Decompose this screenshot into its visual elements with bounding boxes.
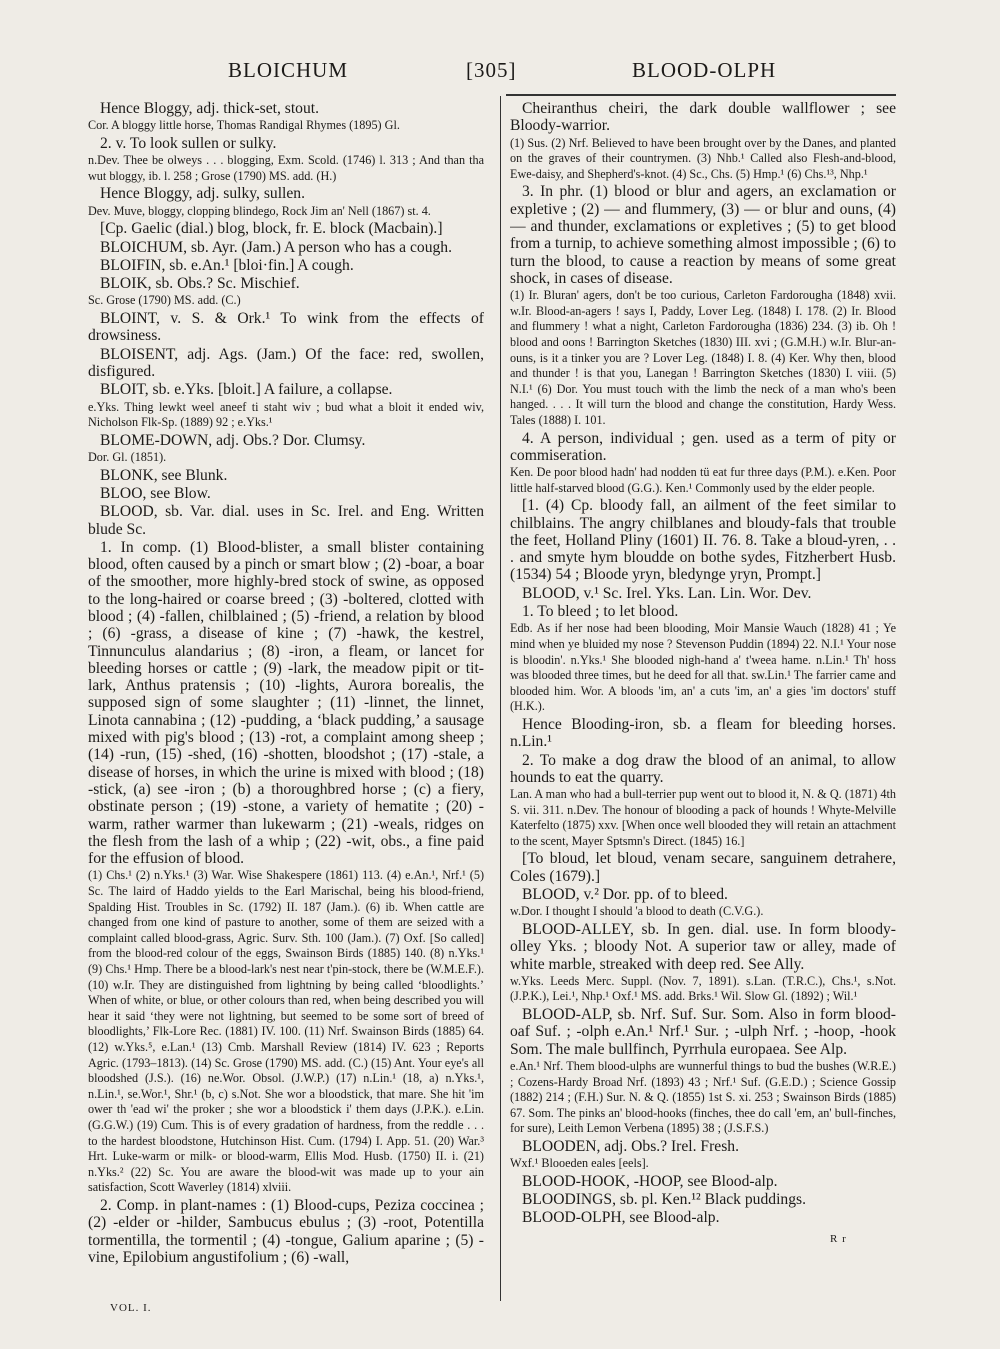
dictionary-entry: w.Dor. I thought I should 'a blood to death (C.V.G.). (510, 904, 764, 919)
dictionary-entry: BLOIFIN, sb. e.An.¹ [bloi·fin.] A cough. (100, 256, 354, 274)
dictionary-entry: Cor. A bloggy little horse, Thomas Randigal Rhymes (1895) Gl. (88, 118, 400, 133)
dictionary-entry: BLOINT, v. S. & Ork.¹ To wink from the effects of drowsiness. (88, 310, 484, 345)
page-number: [305] (466, 58, 517, 82)
dictionary-entry: 1. In comp. (1) Blood-blister, a small blister containing blood, often caused by a pinch or smart blow ; (2) -boar, a boar of the smoother, more highly-bred stock of swine, as opposed to the long-haired or coarse breed ; (3) -boltered, clotted with blood ; (4) -fallen, chilblained ; (5) -friend, a relation by blood ; (6) -grass, a disease of kine ; (7) -hawk, the kestrel, Tinnunculus alandarius ; (8) -iron, a fleam, or lancet for bleeding horses or cattle ; (9) -lark, the meadow pipit or tit-lark, Anthus pratensis ; (10) -lights, Aurora borealis, the supposed sign of some slaughter ; (11) -linnet, the linnet, Linota cannabina ; (12) -pudding, a ‘black pudding,’ a sausage mixed with pig's blood ; (13) -rot, a complaint among sheep ; (14) -run, (15) -shed, (16) -shotten, bloodshot ; (17) -stale, a disease of horses, in which the urine is mixed with blood ; (18) -stick, (a) see -iron ; (b) a thoroughbred horse ; (c) a fiery, obstinate person ; (19) -stone, a variety of hematite ; (20) -warm, rather warmer than lukewarm ; (21) -weals, ridges on the flesh from the lash of a whip ; (22) -wit, obs., a fine paid for the effusion of blood. (88, 538, 484, 868)
dictionary-entry: e.An.¹ Nrf. Them blood-ulphs are wunnerful things to bud the bushes (W.R.E.) ; Cozens-Hardy Broad Nrf. (1893) 43 ; Nrf.¹ Suf. (G.E.D.) ; Science Gossip (1882) 214 ; (F.H.) Sur. N. & Q. (1855) 1st S. xi. 253 ; Swainson Birds (1885) 67. Som. The pinks an' blood-hooks (finches, thee do call 'em, an' bull-finches, for sure), Leith Lemon Verbena (1895) 38 ; (J.S.F.S.) (510, 1058, 896, 1136)
dictionary-entry: BLOODINGS, sb. pl. Ken.¹² Black puddings. (522, 1191, 806, 1209)
dictionary-entry: BLOICHUM, sb. Ayr. (Jam.) A person who has a cough. (100, 238, 452, 256)
header-rule (506, 94, 896, 96)
dictionary-entry: [To bloud, let bloud, venam secare, sanguinem detrahere, Coles (1679).] (510, 850, 896, 885)
dictionary-entry: (1) Chs.¹ (2) n.Yks.¹ (3) War. Wise Shakespere (1861) 113. (4) e.An.¹, Nrf.¹ (5) Sc. The laird of Haddo yields to the Earl Marischal, being his blood-friend, Spalding Hist. Troubles in Sc. (1792) II. 187 (Jam.). (6) ib. When cattle are changed from one kind of pasture to another, some of them are seized with a complaint called blood-grass, Agric. Surv. Sth. 100 (Jam.). (7) Oxf. [So called] from the blood-red colour of the eggs, Swainson Birds (1885) 140. (8) n.Yks.¹ (9) Chs.¹ Hmp. There be a blood-lark's nest near t'pin-stock, there be (W.M.E.F.). (10) w.Ir. They are distinguished from lightning by being called ‘bloodlights.’ When of white, or blue, or other colours than red, when being described you will hear it said ‘they were not lightning, but seemed to be some sort of breed of bloodlights,’ Flk-Lore Rec. (1881) IV. 100. (11) Nrf. Swainson Birds (1885) 64. (12) w.Yks.⁵, e.Lan.¹ (13) Cmb. Marshall Review (1814) IV. 623 ; Reports Agric. (1793–1813). (14) Sc. Grose (1790) MS. add. (C.) (15) Ant. Your eye's all bloodshed (J.S.). (16) ne.Wor. Obsol. (J.W.P.) (17) n.Lin.¹ (18, a) n.Yks.¹, n.Lin.¹, se.Wor.¹, Shr.¹ (b, c) s.Not. She wor a bloodstick, that mare. She hit 'im ower th 'ead wi' the proker ; she wor a bloodstick i' them days (J.P.K.). e.Lin. (G.G.W.) (19) Cum. This is of every gradation of hardness, from the reddle . . . to the hardest bloodstone, Hutchinson Hist. Cum. (1794) I. App. 51. (20) War.³ Hrt. Luke-warm or milk- or blood-warm, Ellis Mod. Husb. (1750) II. i. (21) n.Yks.² (22) Sc. You are aware the blood-wit was made up to your ain satisfaction, Scott Waverley (1814) xlviii. (88, 868, 484, 1195)
signature-mark: R r (830, 1233, 847, 1245)
dictionary-entry: BLOOD-ALLEY, sb. In gen. dial. use. In form bloody-olley Yks. ; bloody Not. A superior taw or alley, made of white marble, streaked with deep red. See Ally. (510, 920, 896, 973)
dictionary-entry: Lan. A man who had a bull-terrier pup went out to blood it, N. & Q. (1871) 4th S. vii. 311. n.Dev. The honour of blooding a pack of hounds ! Whyte-Melville Katerfelto (1875) xxv. [When once well blooded they will retain an attachment to the scent, Mayer Sptsmn's Direct. (1845) 16.] (510, 787, 896, 848)
dictionary-entry: BLOOD-ALP, sb. Nrf. Suf. Sur. Som. Also in form blood-oaf Suf. ; -olph e.An.¹ Nrf.¹ Sur. ; -ulph Nrf. ; -hoop, -hook Som. The male bullfinch, Pyrrhula europaea. See Alp. (510, 1006, 896, 1058)
dictionary-entry: e.Yks. Thing lewkt weel aneef ti staht wiv ; bud what a bloit it ended wiv, Nicholson Flk-Sp. (1889) 92 ; e.Yks.¹ (88, 399, 484, 430)
dictionary-entry: 1. To bleed ; to let blood. (522, 603, 679, 621)
dictionary-entry: BLOOD, v.² Dor. pp. of to bleed. (522, 886, 728, 904)
dictionary-entry: BLOODEN, adj. Obs.? Irel. Fresh. (522, 1137, 739, 1155)
dictionary-entry: Dev. Muve, bloggy, clopping blindego, Rock Jim an' Nell (1867) st. 4. (88, 203, 431, 218)
dictionary-entry: BLOIT, sb. e.Yks. [bloit.] A failure, a collapse. (100, 381, 393, 399)
dictionary-entry: n.Dev. Thee be olweys . . . blogging, Exm. Scold. (1746) l. 313 ; And than tha wut bloggy, ib. l. 258 ; Grose (1790) MS. add. (H.) (88, 153, 484, 183)
dictionary-entry: BLOOD, v.¹ Sc. Irel. Yks. Lan. Lin. Wor. Dev. (522, 584, 812, 602)
dictionary-entry: BLOOD-HOOK, -HOOP, see Blood-alp. (522, 1172, 778, 1190)
dictionary-entry: Edb. As if her nose had been blooding, Moir Mansie Wauch (1828) 41 ; Ye mind when ye bluided my nose ? Stevenson Puddin (1894) 22. N.I.¹ Your nose is bloodin'. n.Yks.¹ She blooded nigh-hand a' t'weea hame. n.Lin.¹ Th' hoss was blooded three times, but he deed for all that. sw.Lin.¹ The farrier came and blooded him. Wor. A bloods 'im, an' a cuts 'im, an' a gies 'im doctors' stuff (H.K.). (510, 621, 896, 714)
dictionary-entry: [Cp. Gaelic (dial.) blog, block, fr. E. block (Macbain).] (100, 220, 443, 238)
dictionary-entry: Hence Blooding-iron, sb. a fleam for bleeding horses. n.Lin.¹ (510, 715, 896, 751)
dictionary-entry: 2. v. To look sullen or sulky. (100, 134, 277, 152)
dictionary-entry: BLOOD, sb. Var. dial. uses in Sc. Irel. and Eng. Written blude Sc. (88, 503, 484, 538)
volume-note: VOL. I. (110, 1302, 152, 1314)
column-divider (500, 96, 501, 1301)
right-column (510, 100, 896, 1335)
dictionary-entry: w.Yks. Leeds Merc. Suppl. (Nov. 7, 1891). s.Lan. (T.R.C.), Chs.¹, s.Not. (J.P.K.), Lei.¹, Nhp.¹ Oxf.¹ MS. add. Brks.¹ Wil. Slow Gl. (1892) ; Wil.¹ (510, 973, 896, 1004)
dictionary-entry: (1) Sus. (2) Nrf. Believed to have been brought over by the Danes, and planted on the graves of their countrymen. (3) Nhb.¹ Called also Flesh-and-blood, Ewe-daisy, and Shepherd's-knot. (4) Sc., Chs. (5) Hmp.¹ (6) Chs.¹³, Nhp.¹ (510, 135, 896, 181)
dictionary-entry: Dor. Gl. (1851). (88, 450, 167, 465)
dictionary-entry: Hence Bloggy, adj. thick-set, stout. (100, 100, 319, 117)
running-head-right: BLOOD-OLPH (632, 58, 777, 82)
dictionary-entry: 4. A person, individual ; gen. used as a term of pity or commiseration. (510, 429, 896, 464)
running-head-left: BLOICHUM (228, 58, 349, 82)
dictionary-entry: BLOO, see Blow. (100, 484, 211, 502)
dictionary-entry: [1. (4) Cp. bloody fall, an ailment of the feet similar to chilblains. The angry chilblanes and bloudy-fals that trouble the feet, Holland Pliny (1601) II. 76. 8. Take a bloud-yren, . . . and smyte hym bloudde on bothe sydes, Fitzherbert Husb. (1534) 54 ; Bloode yryn, bledynge yryn, Prompt.] (510, 497, 896, 584)
dictionary-entry: Ken. De poor blood hadn' had nodden tü eat fur three days (P.M.). e.Ken. Poor little half-starved blood (G.G.). Ken.¹ Commonly used by the elder people. (510, 465, 896, 495)
dictionary-entry: Wxf.¹ Blooeden eales [eels]. (510, 1156, 649, 1171)
dictionary-entry: BLOISENT, adj. Ags. (Jam.) Of the face: red, swollen, disfigured. (88, 345, 484, 380)
left-column (88, 100, 484, 1335)
dictionary-entry: BLONK, see Blunk. (100, 466, 228, 484)
dictionary-entry: Hence Bloggy, adj. sulky, sullen. (100, 185, 305, 203)
dictionary-entry: Sc. Grose (1790) MS. add. (C.) (88, 293, 241, 308)
dictionary-entry: BLOME-DOWN, adj. Obs.? Dor. Clumsy. (100, 431, 366, 449)
dictionary-entry: 3. In phr. (1) blood or blur and agers, an exclamation or expletive ; (2) — and flummery, (3) — or blur and ouns, (4) — and thunder, exclamations or expletives ; (5) to get blood from a turnip, to achieve something almost impossible ; (6) to turn the blood, to cause a reaction by means of some great shock, in cases of disease. (510, 183, 896, 287)
dictionary-entry: (1) Ir. Bluran' agers, don't be too curious, Carleton Fardorougha (1848) xvii. w.Ir. Blood-an-agers ! says I, Paddy, Lover Leg. (1848) I. 178. (2) Ir. Blood and flummery ! what a night, Carleton Fardorougha (1836) 234. (3) ib. Oh ! blood and oons ! Barrington Sketches (1830) III. xvi ; (G.M.H.) w.Ir. Blur-an-ouns, is it a tinker you are ? Lover Leg. (1848) I. 8. (4) Ker. Why then, blood and thunder ! is that you, Lanegan ! Barrington Sketches (1830) I. viii. (5) N.I.¹ (6) Dor. You must touch with the limb the neck of a man who's been hanged. . . . It will turn the blood and change the constitution, Hardy Wess. Tales (1888) I. 101. (510, 288, 896, 427)
dictionary-entry: BLOOD-OLPH, see Blood-alp. (522, 1209, 720, 1227)
dictionary-entry: 2. To make a dog draw the blood of an animal, to allow hounds to eat the quarry. (510, 751, 896, 786)
dictionary-entry: BLOIK, sb. Obs.? Sc. Mischief. (100, 275, 300, 293)
dictionary-entry: Cheiranthus cheiri, the dark double wallflower ; see Bloody-warrior. (510, 100, 896, 135)
dictionary-entry: 2. Comp. in plant-names : (1) Blood-cups, Peziza coccinea ; (2) -elder or -hilder, Sambucus ebulus ; (3) -root, Potentilla tormentilla, the tormentil ; (4) -tongue, Galium aparine ; (5) -vine, Epilobium angustifolium ; (6) -wall, (88, 1196, 484, 1266)
